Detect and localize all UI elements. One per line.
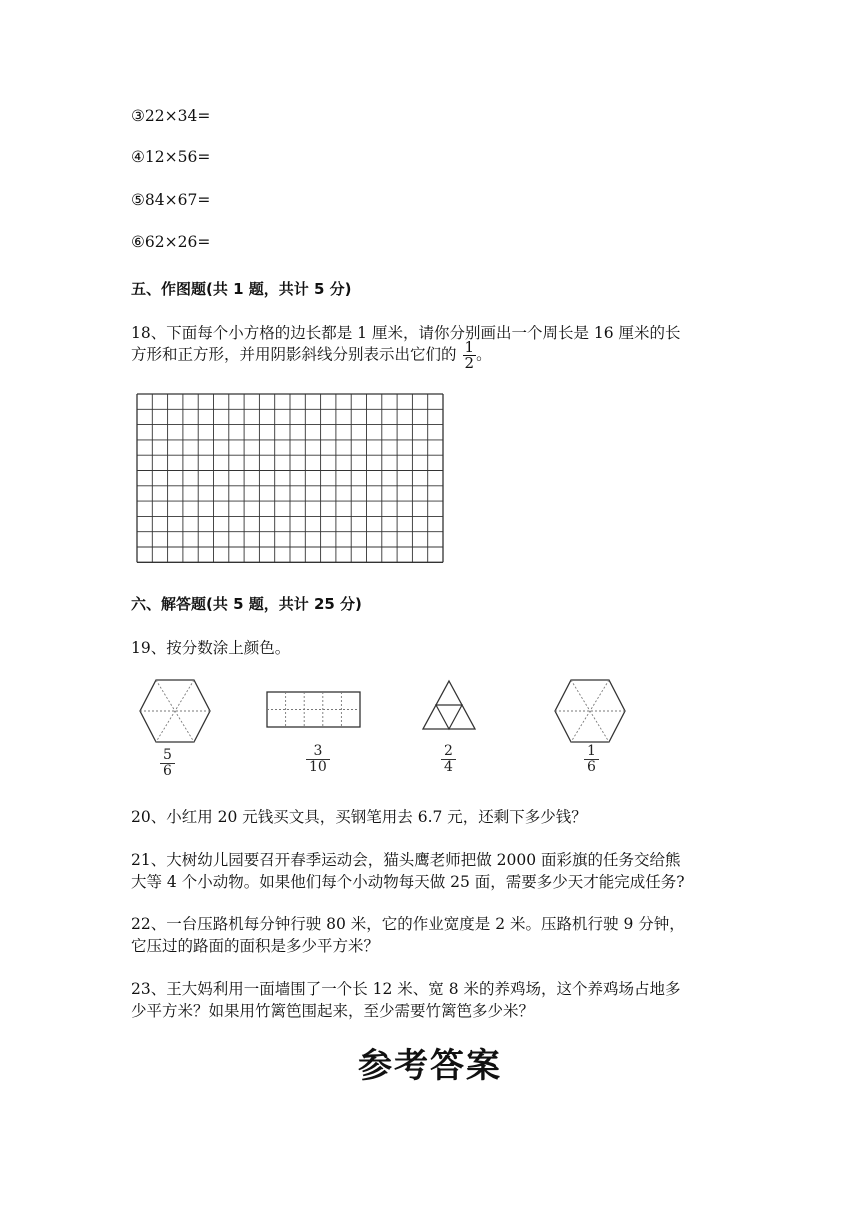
computation-5: ⑤84×67=: [131, 191, 211, 209]
question-22-line-2: 它压过的路面的面积是多少平方米？: [131, 937, 380, 955]
rectangle-shape: [266, 691, 362, 729]
square-grid: [136, 393, 446, 567]
hexagon-shape-1: [138, 678, 212, 744]
shape-2-denominator: 10: [306, 759, 330, 775]
fraction-numerator: 1: [464, 338, 475, 356]
question-23-line-1: 23、王大妈利用一面墙围了一个长 12 米、宽 8 米的养鸡场，这个养鸡场占地多: [131, 980, 681, 998]
section-6-title: 六、解答题(共 5 题，共计 25 分): [131, 595, 362, 613]
question-18-end: 。: [476, 345, 492, 364]
computation-3: ③22×34=: [131, 107, 211, 125]
question-23-line-2: 少平方米？如果用竹篱笆围起来，至少需要竹篱笆多少米？: [131, 1002, 535, 1020]
question-20: 20、小红用 20 元钱买文具，买钢笔用去 6.7 元，还剩下多少钱？: [131, 808, 587, 826]
computation-6: ⑥62×26=: [131, 233, 211, 251]
shape-4-fraction: [584, 744, 599, 774]
shape-1-fraction: [160, 748, 175, 778]
question-21-line-2: 大等 4 个小动物。如果他们每个小动物每天做 25 面，需要多少天才能完成任务?: [131, 873, 685, 891]
answers-heading: 参考答案: [358, 1046, 502, 1086]
computation-4: ④12×56=: [131, 148, 211, 166]
fraction-denominator: 2: [464, 354, 475, 372]
shape-3-fraction: [441, 744, 456, 774]
shape-2-numerator: 3: [313, 743, 323, 759]
question-18-line-1: 18、下面每个小方格的边长都是 1 厘米，请你分别画出一个周长是 16 厘米的长: [131, 324, 681, 342]
triangle-shape: [421, 679, 477, 731]
shape-4-numerator: 1: [587, 743, 596, 759]
shape-4-denominator: 6: [584, 759, 599, 775]
question-21-line-1: 21、大树幼儿园要召开春季运动会，猫头鹰老师把做 2000 面彩旗的任务交给熊: [131, 851, 681, 869]
shape-2-fraction: [306, 744, 330, 774]
question-22-line-1: 22、一台压路机每分钟行驶 80 米，它的作业宽度是 2 米。压路机行驶 9 分钟，: [131, 915, 685, 933]
question-19: 19、按分数涂上颜色。: [131, 639, 291, 657]
shape-1-numerator: 5: [163, 747, 172, 763]
shape-1-denominator: 6: [160, 763, 175, 779]
question-18-line-2: [131, 340, 492, 371]
shape-3-numerator: 2: [444, 743, 453, 759]
question-18-text: 方形和正方形，并用阴影斜线分别表示出它们的: [131, 345, 457, 364]
shape-3-denominator: 4: [441, 759, 456, 775]
section-5-title: 五、作图题(共 1 题，共计 5 分): [131, 280, 352, 298]
fraction-one-half: [463, 340, 477, 371]
hexagon-shape-2: [553, 678, 627, 744]
